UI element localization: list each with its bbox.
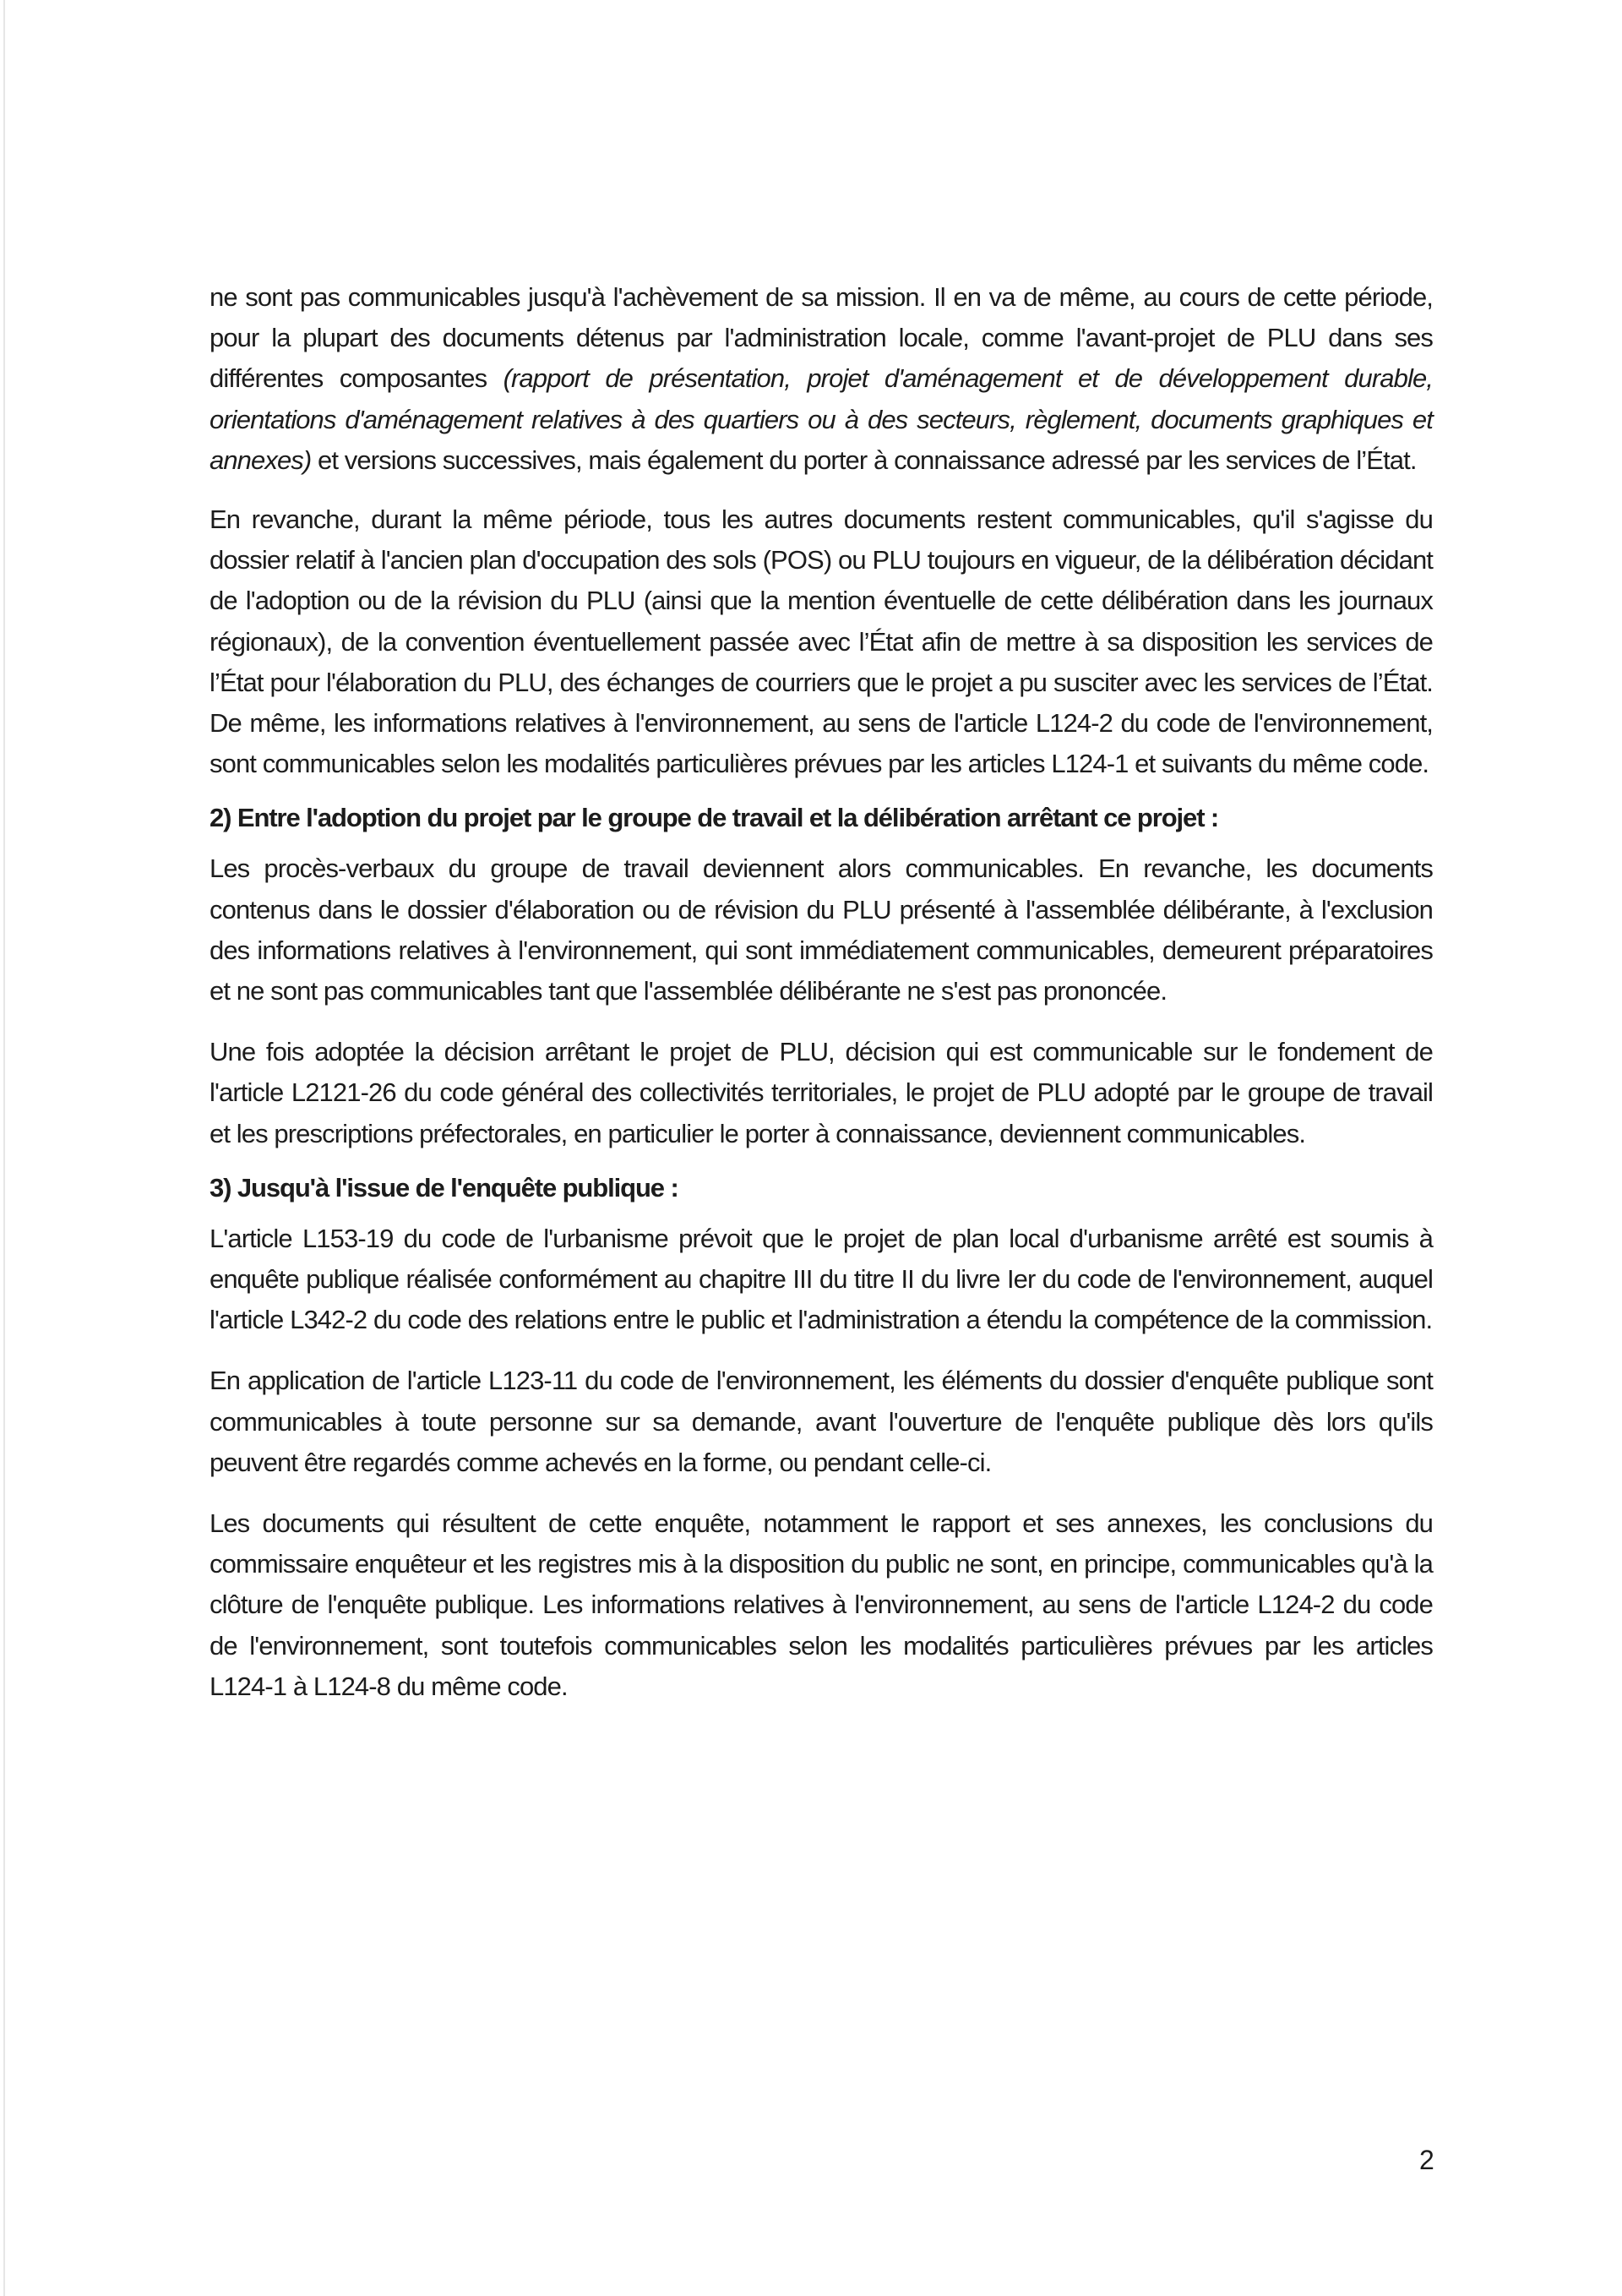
document-page	[210, 277, 1433, 1724]
page-number: 2	[1419, 2145, 1434, 2175]
paragraph-article-l153-19: L'article L153-19 du code de l'urbanisme prévoit que le projet de plan local d'urbanisme arrêté est soumis à enquête publique réalisée conformément au chapitre III du titre II du livre Ier du code de l'environnement, auquel l'article L342-2 du code des relations entre le public et l'administration a étendu la compétence de la commission.	[210, 1223, 1433, 1335]
section-heading-3: 3) Jusqu'à l'issue de l'enquête publique :	[210, 1172, 678, 1203]
paragraph-text: ne sont pas communicables jusqu'à l'achèvement de sa mission. Il en va de même, au cours de cette période, pour la plupart des documents détenus par l'administration locale, comme l'avant-projet de PLU dans ses différentes composantes	[210, 282, 1433, 394]
paragraph-continuation	[210, 277, 1433, 481]
paragraph-article-l123-11: En application de l'article L123-11 du code de l'environnement, les éléments du dossier d'enquête publique sont communicables à toute personne sur sa demande, avant l'ouverture de l'enquête publique dès lors qu'ils peuvent être regardés comme achevés en la forme, ou pendant celle-ci.	[210, 1366, 1433, 1477]
paragraph-italic-list: (rapport de présentation, projet d'aménagement et de développement durable, orientations d'aménagement relatives à des quartiers ou à des secteurs, règlement, documents graphiques et annexes)	[210, 363, 1433, 475]
scan-edge-line	[3, 0, 5, 2296]
paragraph-other-documents: En revanche, durant la même période, tous les autres documents restent communicables, qu'il s'agisse du dossier relatif à l'ancien plan d'occupation des sols (POS) ou PLU toujours en vigueur, de la délibération décidant de l'adoption ou de la révision du PLU (ainsi que la mention éventuelle de cette délibération dans les journaux régionaux), de la convention éventuellement passée avec l’État afin de mettre à sa disposition les services de l’État pour l'élaboration du PLU, des échanges de courriers que le projet a pu susciter avec les services de l’État. De même, les informations relatives à l'environnement, au sens de l'article L124-2 du code de l'environnement, sont communicables selon les modalités particulières prévues par les articles L124-1 et suivants du même code.	[210, 504, 1433, 779]
section-heading-2: 2) Entre l'adoption du projet par le groupe de travail et la délibération arrêtant ce projet :	[210, 803, 1219, 833]
paragraph-decision-arretant: Une fois adoptée la décision arrêtant le projet de PLU, décision qui est communicable sur le fondement de l'article L2121-26 du code général des collectivités territoriales, le projet de PLU adopté par le groupe de travail et les prescriptions préfectorales, en particulier le porter à connaissance, deviennent communicables.	[210, 1037, 1433, 1148]
paragraph-text: et versions successives, mais également du porter à connaissance adressé par les services de l’État.	[311, 444, 1417, 475]
paragraph-enquete-results: Les documents qui résultent de cette enquête, notamment le rapport et ses annexes, les conclusions du commissaire enquêteur et les registres mis à la disposition du public ne sont, en principe, communicables qu'à la clôture de l'enquête publique. Les informations relatives à l'environnement, au sens de l'article L124-2 du code de l'environnement, sont toutefois communicables selon les modalités particulières prévues par les articles L124-1 à L124-8 du même code.	[210, 1508, 1433, 1701]
paragraph-proces-verbaux: Les procès-verbaux du groupe de travail deviennent alors communicables. En revanche, les documents contenus dans le dossier d'élaboration ou de révision du PLU présenté à l'assemblée délibérante, à l'exclusion des informations relatives à l'environnement, qui sont immédiatement communicables, demeurent préparatoires et ne sont pas communicables tant que l'assemblée délibérante ne s'est pas prononcée.	[210, 854, 1433, 1006]
